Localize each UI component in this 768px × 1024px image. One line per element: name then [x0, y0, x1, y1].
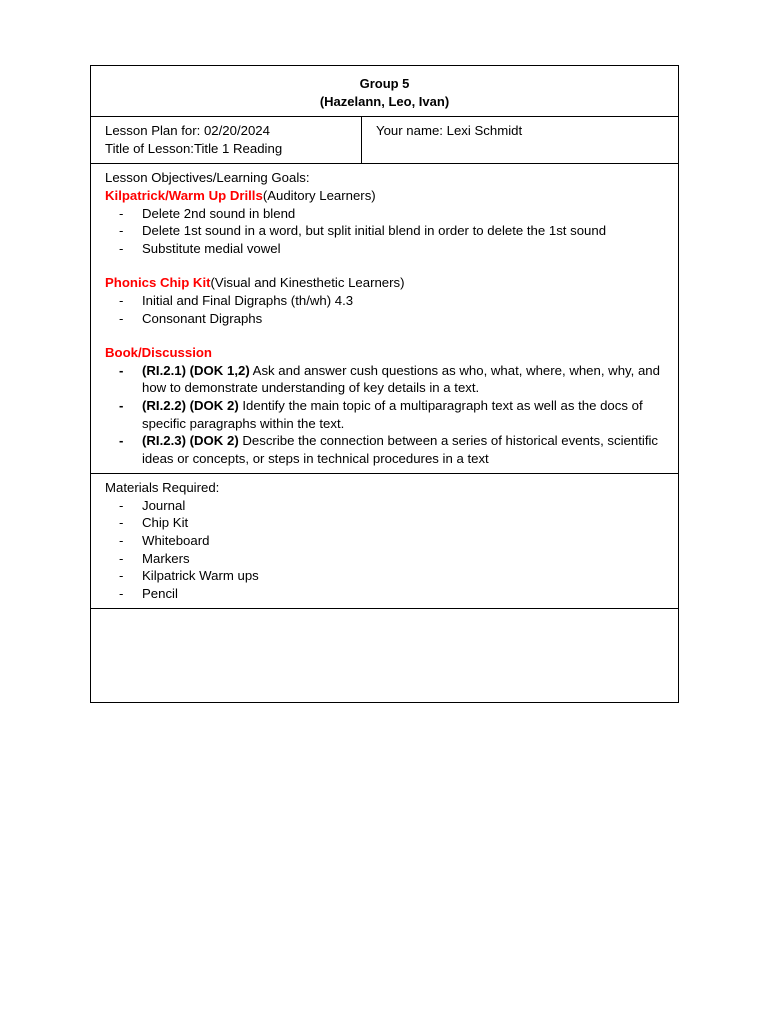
kilpatrick-list [105, 205, 664, 258]
list-item [105, 497, 664, 515]
list-item [105, 567, 664, 585]
dash-marker: - [119, 223, 124, 239]
phonics-title: Phonics Chip Kit [105, 275, 211, 291]
dash-marker: - [119, 515, 124, 531]
list-item [105, 514, 664, 532]
kilpatrick-heading [105, 187, 664, 205]
dash-marker: - [119, 310, 124, 326]
group-members: (Hazelann, Leo, Ivan) [319, 93, 450, 109]
name-cell [362, 117, 679, 164]
list-item [105, 310, 664, 328]
materials-heading: Materials Required: [105, 480, 220, 496]
empty-cell [91, 609, 679, 703]
list-item [105, 222, 664, 240]
objectives-heading: Lesson Objectives/Learning Goals: [105, 170, 310, 186]
list-item-text: Substitute medial vowel [142, 240, 281, 256]
kilpatrick-title: Kilpatrick/Warm Up Drills [105, 187, 263, 203]
dash-marker: - [119, 362, 124, 378]
list-item-text: Initial and Final Digraphs (th/wh) 4.3 [142, 292, 354, 308]
list-item-text: Delete 2nd sound in blend [142, 205, 296, 221]
list-item [105, 240, 664, 258]
list-item [105, 532, 664, 550]
lesson-title: Title of Lesson:Title 1 Reading [105, 140, 283, 156]
list-item [105, 585, 664, 603]
lesson-plan-table [90, 65, 679, 703]
standard-text: Describe the connection between a series of historical events, scientific ideas or concepts, or steps in technical procedures in a text [142, 433, 659, 466]
list-item-text: Consonant Digraphs [142, 310, 263, 326]
list-item-text: Markers [142, 550, 190, 566]
header-row [91, 66, 679, 117]
objectives-cell [91, 164, 679, 474]
info-row [91, 117, 679, 164]
book-discussion-list [105, 362, 664, 468]
list-item-text: Chip Kit [142, 515, 189, 531]
spacer [105, 257, 664, 274]
list-item-text: Kilpatrick Warm ups [142, 568, 259, 584]
dash-marker: - [119, 433, 124, 449]
list-item [105, 362, 664, 397]
list-item [105, 292, 664, 310]
dash-marker: - [119, 550, 124, 566]
list-item [105, 432, 664, 467]
dash-marker: - [119, 205, 124, 221]
list-item-text: Pencil [142, 585, 178, 601]
empty-row [91, 609, 679, 703]
standard-text: Identify the main topic of a multiparagraph text as well as the docs of specific paragraphs within the text. [142, 397, 643, 431]
lesson-plan-date: Lesson Plan for: 02/20/2024 [105, 123, 270, 139]
materials-cell [91, 474, 679, 609]
dash-marker: - [119, 497, 124, 513]
teacher-name: Your name: Lexi Schmidt [376, 123, 523, 139]
materials-list [105, 497, 664, 603]
phonics-list [105, 292, 664, 327]
dash-marker: - [119, 240, 124, 256]
dash-marker: - [119, 533, 124, 549]
dash-marker: - [119, 397, 124, 413]
dash-marker: - [119, 568, 124, 584]
phonics-heading [105, 274, 664, 292]
standard-text: Ask and answer cush questions as who, what, where, when, why, and how to demonstrate understanding of key details in a text. [142, 362, 660, 396]
header-cell [91, 66, 679, 117]
standard-code: (RI.2.3) (DOK 2) [142, 433, 239, 449]
lesson-info-cell [91, 117, 362, 164]
kilpatrick-suffix: (Auditory Learners) [262, 187, 376, 203]
list-item-text: Journal [142, 497, 186, 513]
dash-marker: - [119, 585, 124, 601]
standard-code: (RI.2.2) (DOK 2) [142, 397, 239, 413]
materials-row [91, 474, 679, 609]
list-item [105, 205, 664, 223]
list-item [105, 550, 664, 568]
list-item-text: Delete 1st sound in a word, but split initial blend in order to delete the 1st sound [142, 223, 607, 239]
spacer [105, 327, 664, 344]
standard-code: (RI.2.1) (DOK 1,2) [142, 362, 250, 378]
objectives-row [91, 164, 679, 474]
list-item-text: Whiteboard [142, 533, 210, 549]
dash-marker: - [119, 292, 124, 308]
list-item [105, 397, 664, 432]
phonics-suffix: (Visual and Kinesthetic Learners) [210, 275, 405, 291]
book-discussion-heading: Book/Discussion [105, 345, 212, 361]
group-title: Group 5 [359, 76, 410, 91]
